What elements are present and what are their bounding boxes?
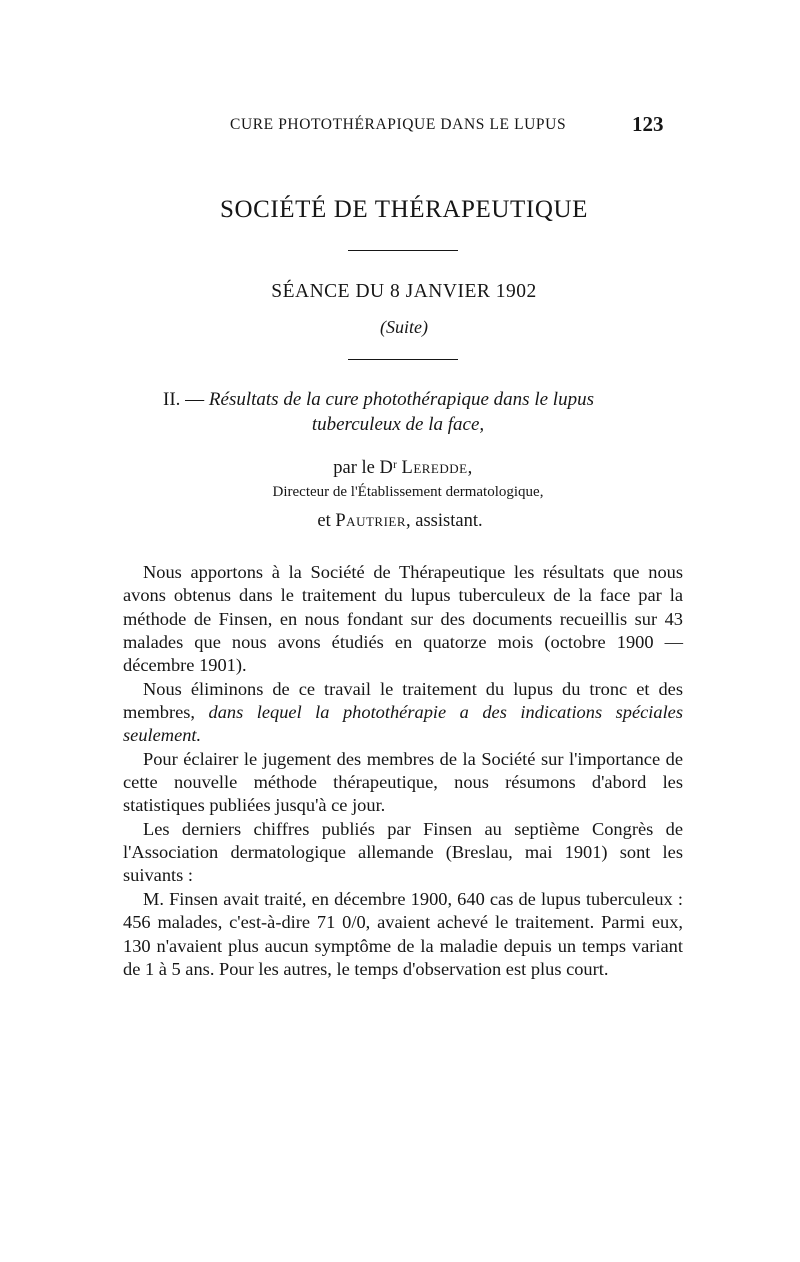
session-title: SÉANCE DU 8 JANVIER 1902: [271, 281, 537, 302]
coauthor-line: [0, 511, 800, 532]
author-affiliation: Directeur de l'Établissement dermatologique,: [272, 484, 544, 500]
author-name: Leredde,: [401, 458, 473, 478]
paragraph-2: [123, 678, 683, 748]
paragraph-2-text: Nous éliminons de ce travail le traitement du lupus du tronc et des membres,: [123, 678, 683, 723]
page-number: 123: [632, 112, 664, 136]
paragraph-4: Les derniers chiffres publiés par Finsen au septième Congrès de l'Association dermatologique allemande (Breslau, mai 1901) sont les suivants :: [123, 818, 683, 886]
author-prefix: par le Dʳ: [333, 458, 402, 478]
society-title: SOCIÉTÉ DE THÉRAPEUTIQUE: [219, 196, 589, 223]
coauthor-suffix: , assistant.: [406, 511, 483, 531]
article-number: II. —: [163, 389, 209, 410]
article-title-line1: [163, 389, 663, 411]
session-suite: (Suite): [380, 317, 428, 337]
paragraph-2-italic: dans lequel la photothérapie a des indications spéciales seulement.: [123, 702, 684, 746]
divider-rule-bottom: [348, 359, 458, 360]
paragraph-3: Pour éclairer le jugement des membres de la Société sur l'importance de cette nouvelle méthode thérapeutique, nous résumons d'abord les statistiques publiées jusqu'à ce jour.: [123, 748, 683, 816]
running-head: CURE PHOTOTHÉRAPIQUE DANS LE LUPUS: [230, 116, 567, 133]
article-body: [123, 561, 683, 981]
article-title-line2: tuberculeux de la face,: [311, 414, 485, 435]
coauthor-name: Pautrier: [335, 511, 407, 531]
author-line: [0, 458, 800, 479]
paragraph-5: M. Finsen avait traité, en décembre 1900, 640 cas de lupus tuberculeux : 456 malades, c'est-à-dire 71 0/0, avaient achevé le traitement. Parmi eux, 130 n'avaient plus aucun symptôme de la maladie depuis un temps variant de 1 à 5 ans. Pour les autres, le temps d'observation est plus court.: [123, 888, 683, 979]
paragraph-1: Nous apportons à la Société de Thérapeutique les résultats que nous avons obtenus dans le traitement du lupus tuberculeux de la face par la méthode de Finsen, en nous fondant sur des documents recueillis sur 43 malades que nous avons étudiés en quatorze mois (octobre 1900 — décembre 1901).: [123, 562, 683, 676]
divider-rule-top: [348, 250, 458, 251]
article-title-text: Résultats de la cure photothérapique dans le lupus: [208, 389, 594, 410]
coauthor-prefix: et: [317, 511, 336, 531]
